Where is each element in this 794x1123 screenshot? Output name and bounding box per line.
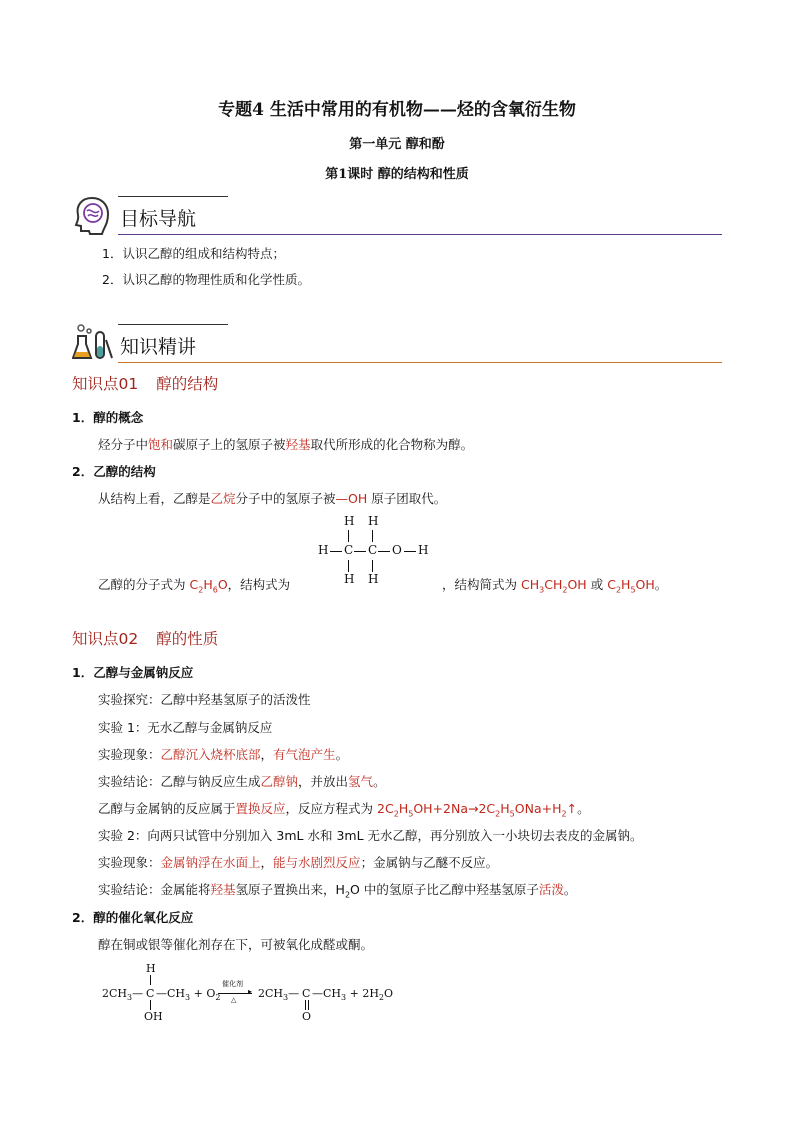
reaction-type: 乙醇与金属钠的反应属于置换反应，反应方程式为 $2C_2H_5OH+2Na\to 2C_2H_5ONa+H_2↑$。: [98, 801, 590, 819]
ethanol-formula-line: 乙醇的分子式为 $C_2H_6O$，结构式为: [98, 577, 291, 595]
goal-item-1: 1．认识乙醇的组成和结构特点；: [102, 246, 285, 261]
heat-symbol: △: [231, 996, 237, 1004]
reaction-equation: $2C_2H_5OH+2Na\to 2C_2H_5ONa+H_2↑$: [377, 801, 578, 819]
alcohol-definition: 烃分子中饱和碳原子上的氢原子被羟基取代所形成的化合物称为醇。: [98, 437, 474, 452]
exp2-title: 实验 2：向两只试管中分别加入 3mL 水和 3mL 无水乙醇，再分别放入一小块切去表皮的金属钠。: [98, 828, 643, 843]
knowledge-heading: 知识精讲: [120, 336, 197, 358]
kp1-heading: [72, 372, 218, 394]
catalyst-label: 催化剂: [222, 980, 243, 988]
exp1-title: 实验 1：无水乙醇与金属钠反应: [98, 720, 273, 735]
lab-flask-icon: [72, 322, 114, 364]
exp2-phenomenon: 实验现象：金属钠浮在水面上，能与水剧烈反应；金属钠与乙醚不反应。: [98, 855, 499, 870]
knowledge-section-header: [72, 324, 722, 368]
goal-section-header: [72, 196, 722, 240]
kp1-sub1: 1．醇的概念: [72, 410, 144, 425]
exp1-conclusion: 实验结论：乙醇与钠反应生成乙醇钠，并放出氢气。: [98, 774, 386, 789]
kp2-heading: [72, 627, 218, 649]
kp1-number: 知识点01: [72, 375, 139, 393]
exp-explore: 实验探究：乙醇中羟基氢原子的活泼性: [98, 692, 311, 707]
kp1-title: 醇的结构: [156, 375, 219, 393]
kp2-number: 知识点02: [72, 630, 139, 648]
oxidation-equation: H $2CH_3—$ C $—CH_3 + O_2$ OH 催化剂 ▸ △ $2CH_3—$ C $—CH_3 + 2H_2O$ O: [102, 962, 394, 1023]
ethanol-structural-formula: H H H C C O H H H: [318, 514, 429, 586]
goal-item-2: 2．认识乙醇的物理性质和化学性质。: [102, 272, 310, 287]
brain-head-icon: [72, 194, 114, 236]
kp2-sub2: 2．醇的催化氧化反应: [72, 910, 194, 925]
ethanol-structure-text: 从结构上看，乙醇是乙烷分子中的氢原子被—OH 原子团取代。: [98, 491, 447, 506]
kp2-sub1: 1．乙醇与金属钠反应: [72, 665, 194, 680]
exp2-conclusion: 实验结论：金属能将羟基氢原子置换出来，$H_2O$ 中的氢原子比乙醇中羟基氢原子活泼。: [98, 882, 577, 900]
goal-heading: 目标导航: [120, 208, 197, 230]
unit-title: 第一单元 醇和酚: [349, 137, 445, 152]
lesson-title: 第1课时 醇的结构和性质: [325, 167, 469, 182]
ethanol-simple-formula: ，结构简式为 $CH_3CH_2OH$ 或 $C_2H_5OH$。: [442, 577, 668, 595]
exp1-phenomenon: 实验现象：乙醇沉入烧杯底部，有气泡产生。: [98, 747, 349, 762]
kp1-sub2: 2．乙醇的结构: [72, 464, 156, 479]
kp2-title: 醇的性质: [156, 630, 219, 648]
oxidation-intro: 醇在铜或银等催化剂存在下，可被氧化成醛或酮。: [98, 937, 374, 952]
page-title: 专题4 生活中常用的有机物——烃的含氧衍生物: [218, 100, 576, 120]
molecular-formula: $C_2H_6O$: [189, 577, 228, 595]
